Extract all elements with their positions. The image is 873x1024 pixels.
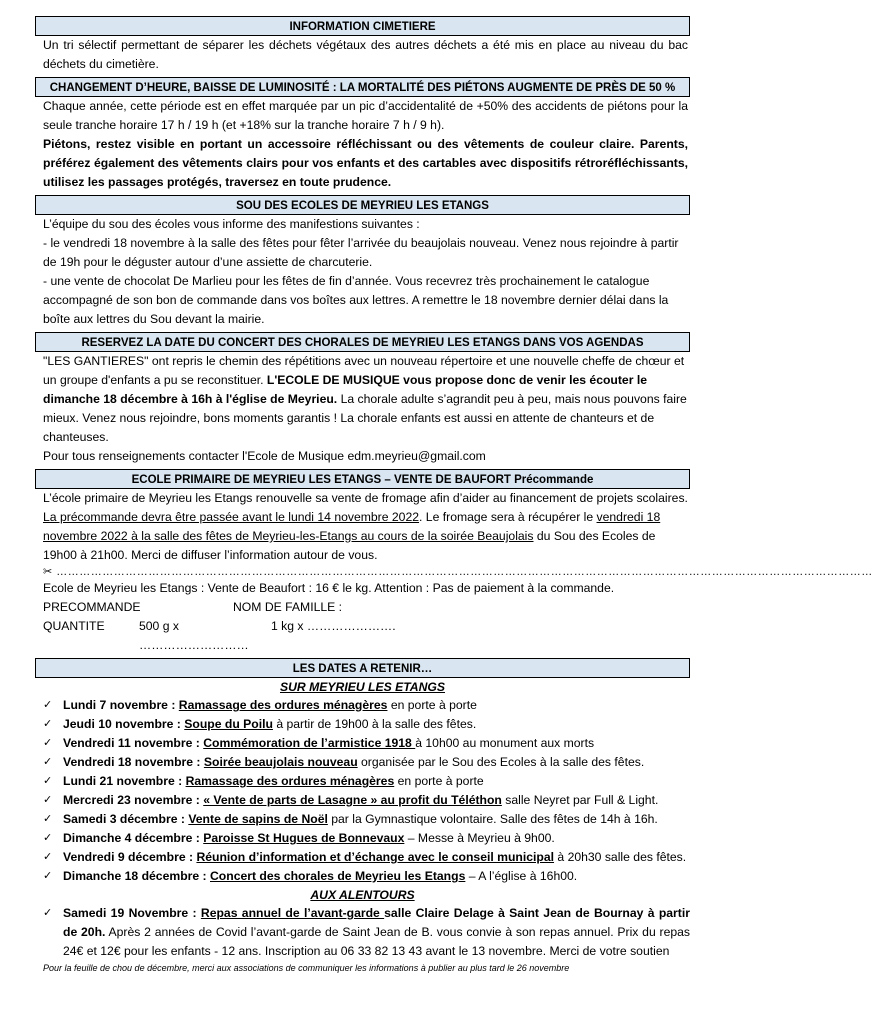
scissors-cut-line: ✂ ……………………………………………………………………………………………………………………………………………………………………………………………: [43, 566, 873, 578]
quantite-1kg: 1 kg x ………………….: [271, 619, 396, 633]
section-title-sou: SOU DES ECOLES DE MEYRIEU LES ETANGS: [35, 195, 690, 215]
event-detail: à 10h00 au monument aux morts: [415, 736, 595, 750]
section-title-beaufort: [35, 469, 690, 489]
event-detail: par la Gymnastique volontaire. Salle des fêtes de 14h à 16h.: [327, 812, 658, 826]
quantite-label: QUANTITE: [43, 619, 105, 633]
event-date: Vendredi 9 décembre :: [63, 850, 197, 864]
precommande-label: PRECOMMANDE: [43, 600, 141, 614]
event-detail: en porte à porte: [394, 774, 484, 788]
sou-item-chocolat: - une vente de chocolat De Marlieu pour les fêtes de fin d’année. Vous recevrez très prochainement le catalogue accompagné de son bon de commande dans vos boîtes aux lettres. A remettre le 18 novembre dernier délai dans la boîte aux lettres du Sou devant la mairie.: [43, 274, 669, 326]
order-form-row-1: [35, 598, 690, 617]
list-item: [35, 810, 690, 829]
list-item: [35, 753, 690, 772]
luminosite-text: Chaque année, cette période est en effet marquée par un pic d’accidentalité de +50% des accidents de piétons pour la seule tranche horaire 17 h / 19 h (et +18% sur la tranche horaire 7 h / 9 h).: [43, 99, 688, 132]
event-detail: à partir de 19h00 à la salle des fêtes.: [272, 717, 477, 731]
subtitle-meyrieu: SUR MEYRIEU LES ETANGS: [279, 680, 445, 694]
list-item: [35, 829, 690, 848]
newsletter-page: [35, 16, 873, 975]
section-title-dates: LES DATES A RETENIR…: [35, 658, 690, 678]
event-date: Dimanche 4 décembre :: [63, 831, 204, 845]
concert-text-c: La chorale adulte s’agrandit peu à peu, mais nous pouvons faire mieux. Venez nous rejoindre, bons moments garantis ! La chorale enfants est aussi en attente de chanteurs et de chanteuses.: [43, 392, 687, 444]
beaufort-text: [35, 489, 690, 565]
beaufort-deadline: La précommande devra être passée avant le lundi 14 novembre 2022: [43, 510, 420, 524]
event-detail: salle Neyret par Full & Light.: [501, 793, 659, 807]
order-form-row-2: [35, 617, 690, 655]
list-item: [35, 904, 690, 961]
event-name: Concert des chorales de Meyrieu les Etangs: [210, 869, 466, 883]
event-date: Samedi 3 décembre :: [63, 812, 189, 826]
check-icon: ✓: [43, 907, 53, 919]
event-detail: en porte à porte: [387, 698, 477, 712]
list-item: [35, 715, 690, 734]
event-date: Lundi 21 novembre :: [63, 774, 186, 788]
beaufort-text-1: L’école primaire de Meyrieu les Etangs renouvelle sa vente de fromage afin d’aider au financement de projets scolaires.: [43, 491, 688, 505]
quantite-500g: 500 g x ………………………: [139, 619, 249, 652]
event-date: Dimanche 18 décembre :: [63, 869, 210, 883]
sou-item-beaujolais: - le vendredi 18 novembre à la salle des fêtes pour fêter l’arrivée du beaujolais nouveau. Venez nous rejoindre à partir de 19h pour le déguster autour d’une assiette de charcuterie.: [43, 236, 679, 269]
event-date: Samedi 19 Novembre :: [63, 906, 201, 920]
event-name: Ramassage des ordures ménagères: [178, 698, 388, 712]
beaufort-text-3: . Le fromage sera à récupérer le: [419, 510, 597, 524]
concert-text: [35, 352, 690, 447]
check-icon: ✓: [43, 756, 53, 768]
check-icon: ✓: [43, 813, 53, 825]
check-icon: ✓: [43, 870, 53, 882]
beaufort-order-line: Ecole de Meyrieu les Etangs : Vente de Beaufort : 16 € le kg. Attention : Pas de paiement à la commande.: [43, 581, 615, 595]
check-icon: ✓: [43, 851, 53, 863]
event-detail: Après 2 années de Covid l’avant-garde de Saint Jean de B. vous convie à son repas annuel. Prix du repas 24€ et 12€ pour les enfants - 12 ans. Inscription au 06 33 82 13 43 avant le 13 novembre. Merci de votre soutien: [63, 925, 691, 958]
check-icon: ✓: [43, 737, 53, 749]
section-title-cimetiere: INFORMATION CIMETIERE: [35, 16, 690, 36]
cimetiere-text: Un tri sélectif permettant de séparer les déchets végétaux des autres déchets a été mis en place au niveau du bac déchets du cimetière.: [43, 38, 688, 71]
check-icon: ✓: [43, 699, 53, 711]
event-name: Paroisse St Hugues de Bonnevaux: [203, 831, 405, 845]
event-date: Vendredi 11 novembre :: [63, 736, 204, 750]
event-name: Réunion d’information et d’échange avec le conseil municipal: [196, 850, 555, 864]
subtitle-alentours: AUX ALENTOURS: [310, 888, 415, 902]
check-icon: ✓: [43, 832, 53, 844]
section-title-concert: RESERVEZ LA DATE DU CONCERT DES CHORALES DE MEYRIEU LES ETANGS DANS VOS AGENDAS: [35, 332, 690, 352]
events-list-alentours: [35, 904, 690, 961]
list-item: [35, 696, 690, 715]
list-item: [35, 734, 690, 753]
event-name: Commémoration de l’armistice 1918: [203, 736, 416, 750]
event-name: Soupe du Poilu: [184, 717, 273, 731]
concert-contact: Pour tous renseignements contacter l'Ecole de Musique edm.meyrieu@gmail.com: [43, 449, 486, 463]
beaufort-title-main: ECOLE PRIMAIRE DE MEYRIEU LES ETANGS – VENTE DE BAUFORT: [131, 474, 515, 486]
list-item: [35, 772, 690, 791]
luminosite-advice: Piétons, restez visible en portant un accessoire réfléchissant ou des vêtements de couleur claire. Parents, préférez également des vêtements clairs pour vos enfants et des cartables avec dispositifs rétroréfléchissants, utilisez les passages protégés, traversez en toute prudence.: [43, 137, 688, 189]
concert-text-a: "LES GANTIERES" ont repris le chemin des répétitions avec un nouveau répertoire et une nouvelle cheffe de chœur et un groupe d'enfants a pu se reconstituer.: [43, 354, 685, 387]
event-name: « Vente de parts de Lasagne » au profit du Téléthon: [203, 793, 502, 807]
event-date: Mercredi 23 novembre :: [63, 793, 204, 807]
section-title-luminosite: CHANGEMENT D’HEURE, BAISSE DE LUMINOSITÉ : LA MORTALITÉ DES PIÉTONS AUGMENTE DE PRÈS DE 50 %: [35, 77, 690, 97]
event-name: Vente de sapins de Noël: [188, 812, 328, 826]
event-location: salle Claire Delage à Saint Jean de Bournay à partir de 20h.: [63, 906, 690, 939]
event-date: Vendredi 18 novembre :: [63, 755, 204, 769]
event-name: Soirée beaujolais nouveau: [203, 755, 358, 769]
beaufort-pickup: vendredi 18 novembre 2022 à la salle des fêtes de Meyrieu-les-Etangs au cours de la soirée Beaujolais: [43, 510, 661, 543]
event-detail: – Messe à Meyrieu à 9h00.: [404, 831, 555, 845]
list-item: [35, 791, 690, 810]
check-icon: ✓: [43, 794, 53, 806]
list-item: [35, 867, 690, 886]
nom-famille-label: NOM DE FAMILLE :: [233, 600, 343, 614]
event-date: Jeudi 10 novembre :: [63, 717, 185, 731]
event-name: Repas annuel de l’avant-garde: [200, 906, 385, 920]
check-icon: ✓: [43, 775, 53, 787]
list-item: [35, 848, 690, 867]
event-detail: organisée par le Sou des Ecoles à la salle des fêtes.: [357, 755, 645, 769]
events-list: [35, 696, 690, 886]
beaufort-title-precommande: Précommande: [514, 474, 594, 486]
event-name: Ramassage des ordures ménagères: [185, 774, 395, 788]
event-date: Lundi 7 novembre :: [63, 698, 179, 712]
beaufort-text-5: du Sou des Ecoles de 19h00 à 21h00. Merci de diffuser l’information autour de vous.: [43, 529, 656, 562]
footer-note: Pour la feuille de chou de décembre, merci aux associations de communiquer les informations à publier au plus tard le 26 novembre: [43, 963, 570, 973]
concert-text-bold: L'ECOLE DE MUSIQUE vous propose donc de venir les écouter le dimanche 18 décembre à 16h à l'église de Meyrieu.: [43, 373, 648, 406]
event-detail: – A l’église à 16h00.: [465, 869, 578, 883]
sou-intro: L’équipe du sou des écoles vous informe des manifestions suivantes :: [43, 217, 420, 231]
event-detail: à 20h30 salle des fêtes.: [554, 850, 687, 864]
check-icon: ✓: [43, 718, 53, 730]
